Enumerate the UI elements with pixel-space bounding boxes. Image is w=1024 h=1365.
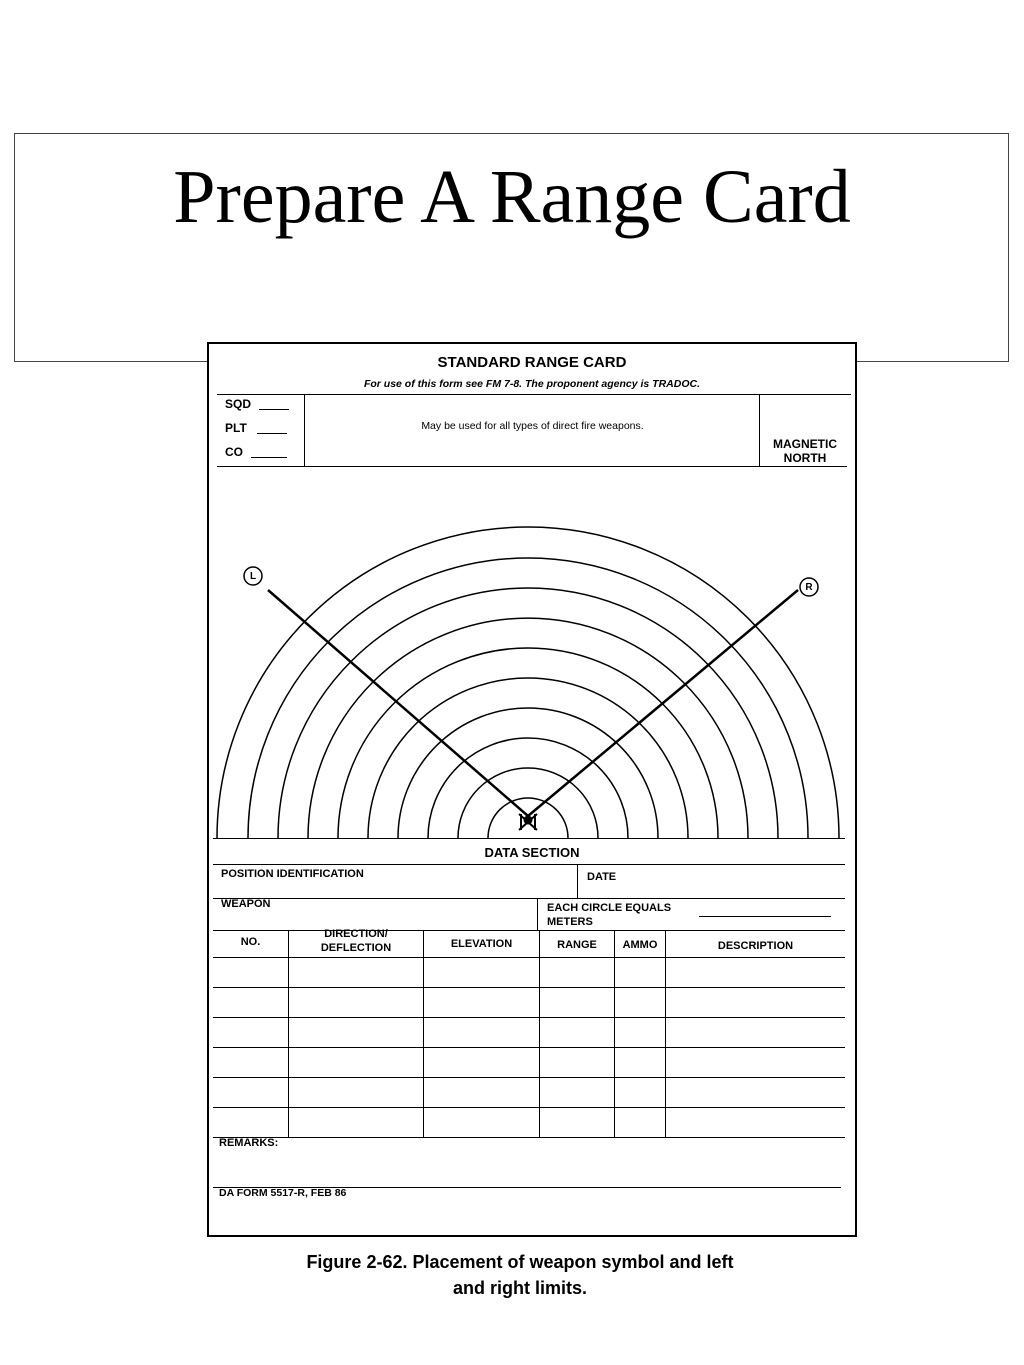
- col-header-range: RANGE: [557, 939, 597, 951]
- range-arc-9: [248, 558, 808, 838]
- col-divider-5: [665, 930, 666, 1137]
- range-arc-7: [308, 618, 748, 838]
- col-divider-1: [288, 930, 289, 1137]
- date-divider: [577, 864, 578, 898]
- form-title: STANDARD RANGE CARD: [437, 354, 627, 371]
- remarks-label: REMARKS:: [219, 1137, 279, 1149]
- north-label: NORTH: [783, 451, 827, 465]
- figure-caption-line2: and right limits.: [452, 1278, 587, 1298]
- form-usage-note: For use of this form see FM 7-8. The proponent agency is TRADOC.: [363, 378, 701, 390]
- range-arc-5: [368, 678, 688, 838]
- range-arc-8: [278, 588, 778, 838]
- table-row[interactable]: [213, 1017, 845, 1018]
- col-header-direction: DIRECTION/: [324, 928, 388, 940]
- col-header-ammo: AMMO: [622, 939, 658, 951]
- table-row[interactable]: [213, 1137, 845, 1138]
- range-arc-6: [338, 648, 718, 838]
- table-row[interactable]: [213, 987, 845, 988]
- col-divider-3: [539, 930, 540, 1137]
- form-applicability: May be used for all types of direct fire weapons.: [421, 420, 644, 432]
- range-arc-10: [217, 527, 839, 838]
- right-limit-line: [528, 590, 798, 816]
- col-header-deflection: DEFLECTION: [320, 942, 392, 954]
- range-card-form: [207, 342, 857, 1237]
- col-header-elevation: ELEVATION: [450, 938, 513, 950]
- header-row-divider: [213, 957, 845, 958]
- col-divider-2: [423, 930, 424, 1137]
- plt-label: PLT: [225, 421, 247, 435]
- form-number: DA FORM 5517-R, FEB 86: [219, 1187, 347, 1199]
- each-circle-label: EACH CIRCLE EQUALS: [547, 902, 672, 914]
- left-limit-letter: L: [249, 571, 257, 582]
- weapon-symbol: [519, 814, 537, 830]
- position-divider: [213, 898, 845, 899]
- data-title-divider: [213, 864, 845, 865]
- data-section-top: [213, 838, 845, 839]
- table-row[interactable]: [213, 1047, 845, 1048]
- table-row[interactable]: [213, 1077, 845, 1078]
- weapon-label: WEAPON: [221, 898, 271, 910]
- figure-caption-line1: Figure 2-62. Placement of weapon symbol and left: [306, 1252, 734, 1272]
- right-limit-letter: R: [805, 582, 813, 593]
- sector-diagram: [209, 344, 855, 1235]
- weapon-divider: [537, 898, 538, 930]
- magnetic-label: MAGNETIC: [773, 437, 837, 451]
- position-identification-label: POSITION IDENTIFICATION: [221, 868, 364, 880]
- slide-title: Prepare A Range Card: [173, 155, 851, 239]
- table-row[interactable]: [213, 1107, 845, 1108]
- meters-label: METERS: [547, 916, 593, 928]
- sqd-label: SQD: [225, 397, 252, 411]
- each-circle-blank[interactable]: [699, 916, 831, 917]
- col-divider-4: [614, 930, 615, 1137]
- col-header-no: NO.: [240, 936, 261, 948]
- data-section-title: DATA SECTION: [484, 845, 580, 860]
- date-label: DATE: [587, 871, 617, 883]
- range-arc-2: [458, 768, 598, 838]
- co-label: CO: [225, 445, 243, 459]
- col-header-description: DESCRIPTION: [717, 940, 794, 952]
